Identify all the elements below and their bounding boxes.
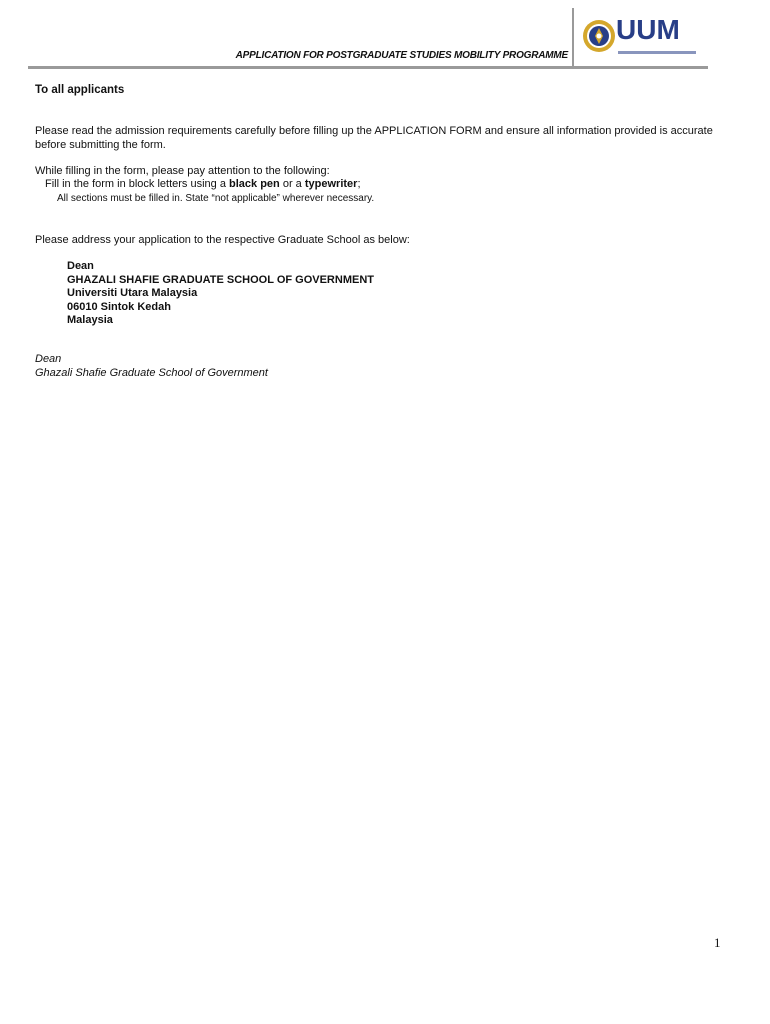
signature-line-1: Dean: [35, 353, 62, 365]
uum-logo: [582, 12, 702, 62]
logo-wordmark: UUM: [616, 14, 680, 45]
uum-crest-icon: [582, 14, 616, 58]
page-number: 1: [714, 935, 721, 950]
intro-paragraph-3: Please address your application to the respective Graduate School as below:: [35, 234, 410, 246]
instruction-item-2: All sections must be filled in. State “not applicable” wherever necessary.: [57, 193, 375, 204]
address-line-1: Dean: [67, 260, 94, 272]
instruction-1-middle: or a: [279, 178, 305, 190]
intro-paragraph-2: While filling in the form, please pay attention to the following:: [35, 165, 330, 177]
header-divider-horizontal: [28, 66, 708, 69]
address-line-4: 06010 Sintok Kedah: [67, 300, 171, 313]
instruction-1-pen: black pen: [229, 178, 280, 190]
address-line-5: Malaysia: [67, 314, 113, 326]
instruction-1-suffix: ;: [357, 178, 361, 190]
address-line-2: GHAZALI SHAFIE GRADUATE SCHOOL OF GOVERNMENT: [67, 273, 374, 286]
intro-paragraph-1: Please read the admission requirements carefully before filling up the APPLICATION FORM and ensure all information provided is accurate before submitting the form.: [35, 125, 713, 151]
address-line-3: Universiti Utara Malaysia: [67, 287, 198, 299]
instruction-item-1: [45, 178, 725, 192]
logo-tagline-mark: [618, 50, 698, 56]
header-divider-vertical: [572, 8, 574, 68]
signature-block: [35, 353, 268, 380]
signature-line-2: Ghazali Shafie Graduate School of Government: [35, 366, 268, 379]
intro-heading: To all applicants: [35, 84, 125, 96]
instruction-1-prefix: Fill in the form in block letters using a: [45, 178, 230, 190]
instruction-1-typewriter: typewriter: [304, 178, 358, 190]
mailing-address: [67, 260, 374, 328]
document-header-title: APPLICATION FOR POSTGRADUATE STUDIES MOBILITY PROGRAMME: [235, 50, 568, 61]
